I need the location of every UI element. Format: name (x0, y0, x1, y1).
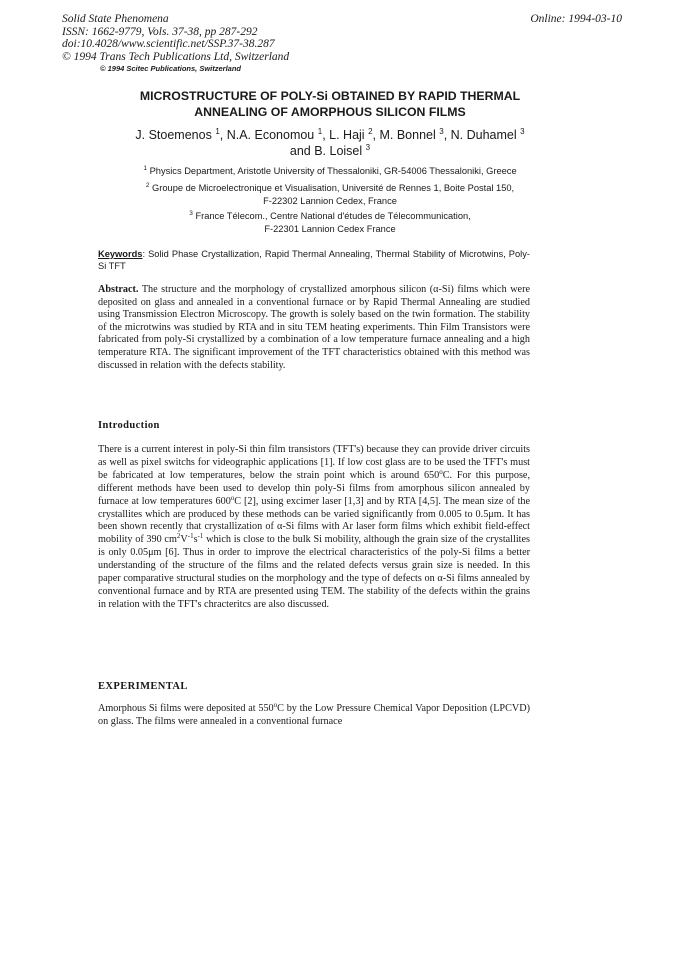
affiliation-text: France Télecom., Centre National d'études de Télecommunication, (195, 211, 471, 221)
online-date: Online: 1994-03-10 (530, 13, 622, 25)
intro-text: C. For this purpose, different methods have been used to develop thin poly-Si films from amorphous silicon annealed by furnace at low temperatures 600 (98, 469, 530, 507)
affiliation-2 (90, 182, 570, 208)
abstract-block (98, 284, 530, 372)
author-affiliation-mark: 1 (215, 127, 220, 136)
intro-superscript: -1 (197, 532, 204, 541)
author-name: L. Haji (329, 128, 365, 142)
intro-superscript: -1 (187, 532, 194, 541)
affiliation-number: 3 (189, 210, 193, 217)
intro-text: which is close to the bulk Si mobility, although the grain size of the crystallites is only 0.05μm [6]. Thus in order to improve the electrical characteristics of the poly-Si films a better understanding of the structure of the films and the related defects versus grain size is needed. In this paper comparative structural studies on the morphology and the type of defects on α-Si films annealed by conventional furnace and by RTA are presented using TEM. The stability of the defects within the grains in relation with the TFT's chracteritcs are also discussed. (98, 534, 530, 610)
issn-line: ISSN: 1662-9779, Vols. 37-38, pp 287-292 (62, 25, 258, 38)
author-name: N. Duhamel (450, 128, 517, 142)
author-affiliation-mark: 2 (368, 127, 373, 136)
intro-superscript: 2 (176, 532, 181, 541)
author-affiliation-mark: 3 (520, 127, 525, 136)
affiliation-text: Physics Department, Aristotle University of Thessaloniki, GR-54006 Thessaloniki, Greece (149, 166, 517, 176)
paper-title (80, 88, 580, 120)
introduction-heading: Introduction (98, 420, 160, 431)
introduction-paragraph (98, 444, 530, 612)
experimental-paragraph (98, 703, 530, 729)
title-line-1: MICROSTRUCTURE OF POLY-Si OBTAINED BY RAPID THERMAL (139, 89, 521, 103)
affiliation-number: 2 (145, 182, 150, 189)
abstract-label: Abstract. (98, 284, 139, 295)
experimental-heading: EXPERIMENTAL (98, 681, 188, 692)
affiliation-text: Groupe de Microelectronique et Visualisation, Université de Rennes 1, Boite Postal 150, (152, 183, 515, 193)
author-name: J. Stoemenos (135, 128, 212, 142)
copyright-line: © 1994 Trans Tech Publications Ltd, Switzerland (62, 50, 290, 63)
journal-name: Solid State Phenomena (62, 13, 169, 25)
keywords-text: Solid Phase Crystallization, Rapid Thermal Annealing, Thermal Stability of Microtwins, Poly-Si TFT (98, 249, 530, 271)
author-affiliation-mark: 3 (365, 143, 371, 152)
intro-text: There is a current interest in poly-Si thin film transistors (TFT's) because they can provide driver circuits as well as pixel switchs for videographic applications [1]. If low cost glass are to be used the TFT's must be fabricated at low temperatures, below the strain point which is around 650 (98, 444, 530, 481)
intro-superscript: o (439, 467, 443, 476)
author-name: M. Bonnel (379, 128, 436, 142)
experimental-superscript: o (273, 701, 278, 709)
affiliation-text: F-22302 Lannion Cedex, France (263, 196, 397, 206)
author-name: and B. Loisel (289, 144, 363, 158)
intro-text: s (193, 534, 198, 546)
publisher-copyright: © 1994 Scitec Publications, Switzerland (100, 64, 241, 73)
intro-text: C [2], using excimer laser [1,3] and by RTA [4,5]. The mean size of the crystallites which are produced by these methods can be varied significantly from 0.005 to 0.5μm. It has been shown recently that crystallization of α-Si films with Ar laser form films which exhibit field-effect mobility of 390 cm (98, 495, 531, 546)
affiliation-1 (90, 165, 570, 178)
author-affiliation-mark: 1 (317, 127, 323, 136)
doi-line: doi:10.4028/www.scientific.net/SSP.37-38.287 (62, 38, 275, 51)
keywords-block: Keywords: Solid Phase Crystallization, Rapid Thermal Annealing, Thermal Stability of Microtwins, Poly-Si TFT (98, 249, 530, 271)
experimental-text: C by the Low Pressure Chemical Vapor Deposition (LPCVD) on glass. The films were annealed in a conventional furnace (98, 703, 530, 727)
intro-text: V (180, 534, 188, 546)
keywords-label: Keywords (98, 249, 143, 259)
abstract-text: The structure and the morphology of crystallized amorphous silicon (α-Si) films which were deposited on glass and annealed in a conventional furnace or by Rapid Thermal Annealing are studied using Transmission Electron Microscopy. The growth is solely based on the twin formation. The stability of the microtwins was studied by RTA and in situ TEM heating experiments. Thin Film Transistors were fabricated from poly-Si crystallized by a combination of a low temperature furnace annealing and a high temperature RTA. The significant improvement of the TFT characteristics obtained with this method was discussed in relation with the defects stability. (98, 284, 530, 371)
author-affiliation-mark: 3 (439, 127, 444, 136)
author-list: J. Stoemenos $^1$, N.A. Economou $^1$, L. Haji $^2$, M. Bonnel $^3$, N. Duhamel $^3$ and B. Loisel $^3$ (135, 127, 525, 158)
intro-superscript: o (230, 493, 235, 502)
affiliation-3 (110, 210, 550, 236)
experimental-text: Amorphous Si films were deposited at 550 (98, 703, 274, 714)
journal-header (62, 13, 622, 63)
affiliation-number: 1 (143, 165, 147, 172)
author-name: N.A. Economou (226, 128, 315, 142)
title-line-2: ANNEALING OF AMORPHOUS SILICON FILMS (194, 105, 466, 119)
affiliation-text: F-22301 Lannion Cedex France (264, 224, 396, 234)
